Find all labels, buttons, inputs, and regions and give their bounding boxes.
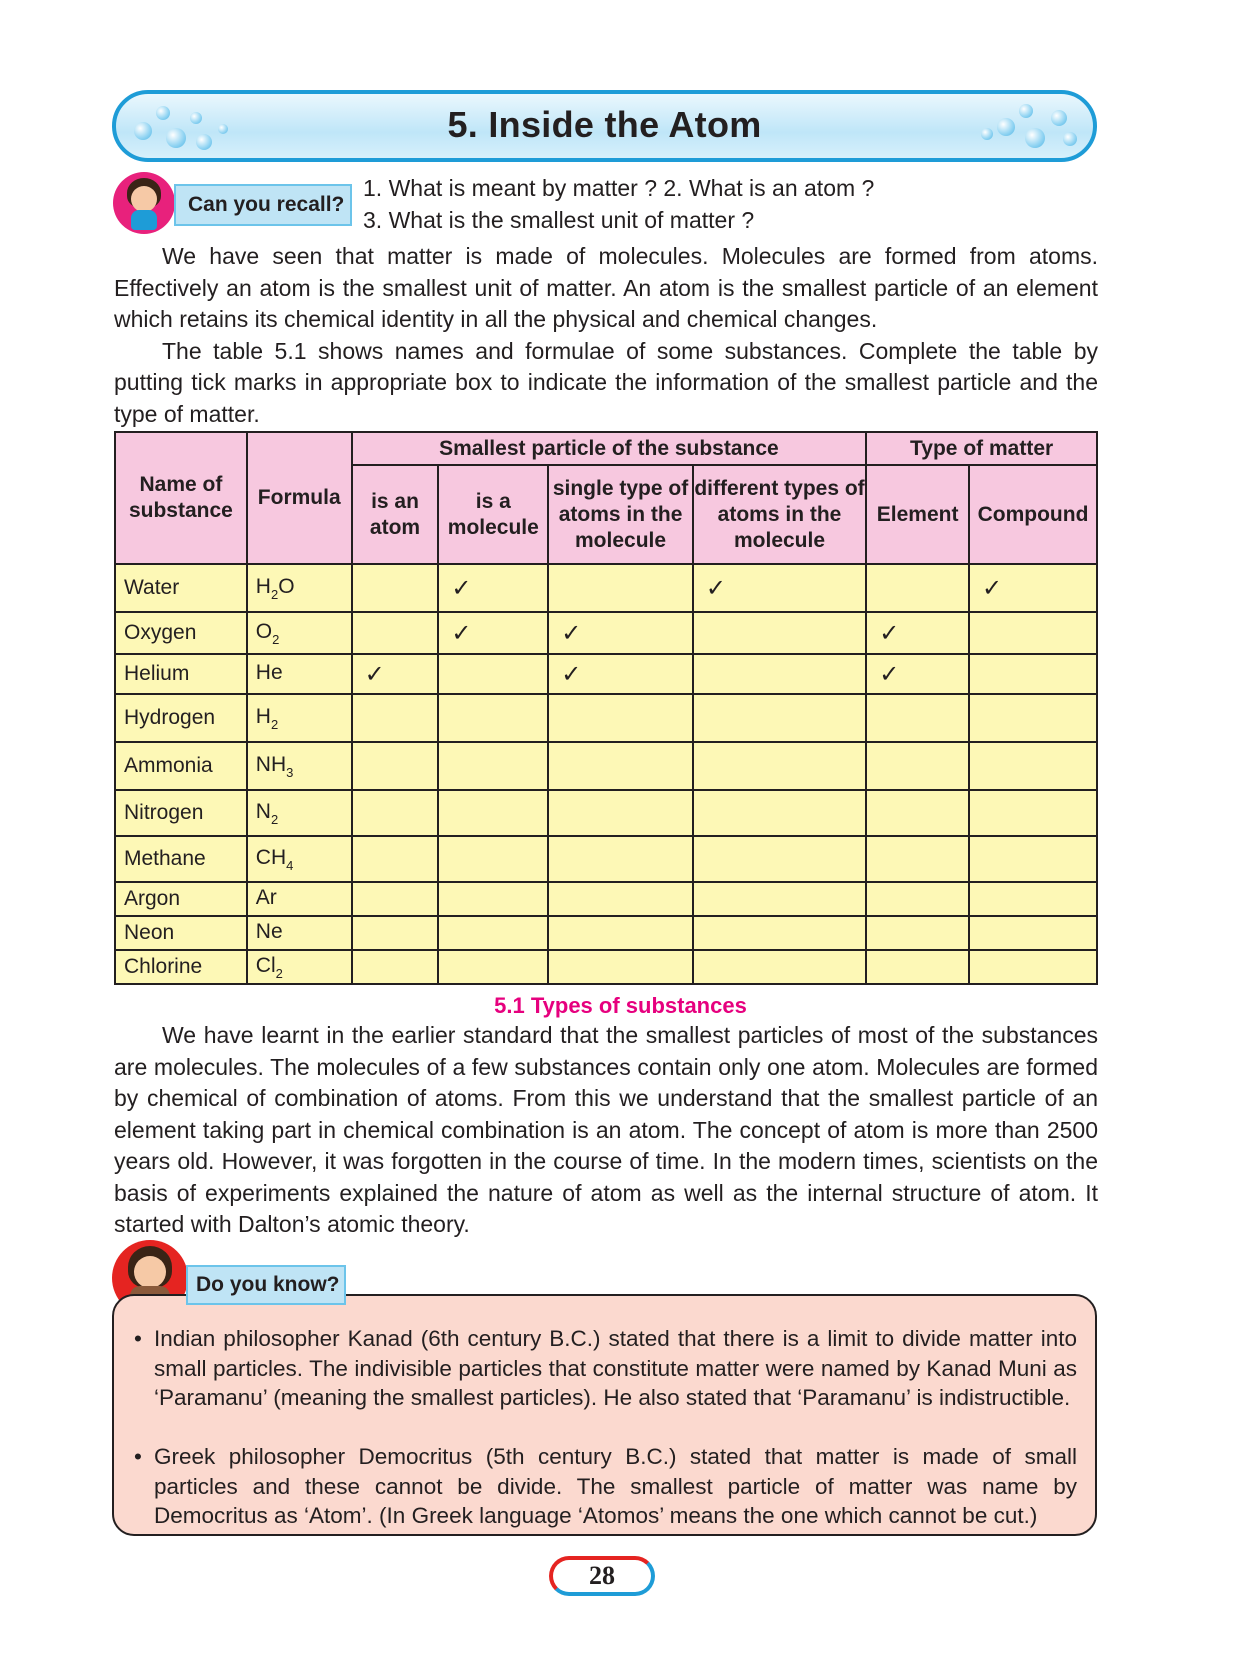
did-you-know-box xyxy=(112,1294,1097,1536)
answer-cell[interactable] xyxy=(548,790,693,836)
answer-cell[interactable] xyxy=(969,882,1097,916)
know-item-2-text: Greek philosopher Democritus (5th century B.C.) stated that matter is made of small particles and these cannot be divide. The smallest particle of matter was name by Democritus as ‘Atom’. (In Greek language ‘Atomos’ means the one which cannot be cut.) xyxy=(154,1444,1077,1528)
know-label: Do you know? xyxy=(186,1265,346,1305)
answer-cell[interactable] xyxy=(866,564,969,612)
checkmark-icon: ✓ xyxy=(561,660,582,688)
answer-cell[interactable] xyxy=(352,836,439,882)
formula-base: CH xyxy=(255,845,287,869)
section-text xyxy=(114,1020,1098,1241)
answer-cell[interactable] xyxy=(866,916,969,950)
answer-cell[interactable] xyxy=(438,950,548,984)
checkmark-icon: ✓ xyxy=(451,619,472,647)
formula-base: O xyxy=(255,619,273,643)
substances-table xyxy=(114,431,1098,985)
answer-cell[interactable] xyxy=(866,654,969,694)
answer-cell[interactable] xyxy=(438,564,548,612)
answer-cell[interactable] xyxy=(866,836,969,882)
answer-cell[interactable] xyxy=(693,790,866,836)
answer-cell[interactable] xyxy=(548,612,693,654)
substance-name: Hydrogen xyxy=(115,694,247,742)
answer-cell[interactable] xyxy=(693,882,866,916)
formula-subscript: 2 xyxy=(270,811,279,827)
intro-paragraph-2: The table 5.1 shows names and formulae of some substances. Complete the table by putting tick marks in appropriate box to indicate the information of the smallest particle and the type of matter. xyxy=(114,337,1098,427)
intro-paragraph-1: We have seen that matter is made of molecules. Molecules are formed from atoms. Effectively an atom is the smallest unit of matter. An atom is the smallest particle of an element which retains its chemical identity in all the physical and chemical changes. xyxy=(114,243,1098,332)
answer-cell[interactable] xyxy=(438,742,548,790)
checkmark-icon: ✓ xyxy=(879,619,900,647)
answer-cell[interactable] xyxy=(352,694,439,742)
intro-text xyxy=(114,241,1098,430)
answer-cell[interactable] xyxy=(693,654,866,694)
substance-formula xyxy=(247,564,352,612)
bullet-icon: • xyxy=(134,1326,142,1351)
answer-cell[interactable] xyxy=(548,654,693,694)
header-smallest-particle: Smallest particle of the substance xyxy=(352,432,867,465)
substance-name: Ammonia xyxy=(115,742,247,790)
header-different-types: different types of atoms in the molecule xyxy=(693,465,866,564)
answer-cell[interactable] xyxy=(866,612,969,654)
header-formula: Formula xyxy=(247,432,352,564)
answer-cell[interactable] xyxy=(969,654,1097,694)
know-item-1 xyxy=(134,1324,1077,1413)
substance-name: Nitrogen xyxy=(115,790,247,836)
checkmark-icon: ✓ xyxy=(561,619,582,647)
answer-cell[interactable] xyxy=(693,612,866,654)
answer-cell[interactable] xyxy=(548,694,693,742)
answer-cell[interactable] xyxy=(693,742,866,790)
formula-base: NH xyxy=(255,752,287,776)
answer-cell[interactable] xyxy=(352,916,439,950)
table-row xyxy=(115,742,1097,790)
know-item-2 xyxy=(134,1442,1077,1531)
bullet-icon: • xyxy=(134,1444,142,1469)
answer-cell[interactable] xyxy=(693,950,866,984)
answer-cell[interactable] xyxy=(548,564,693,612)
table-row xyxy=(115,612,1097,654)
answer-cell[interactable] xyxy=(352,882,439,916)
answer-cell[interactable] xyxy=(969,742,1097,790)
section-paragraph: We have learnt in the earlier standard that the smallest particles of most of the substances are molecules. The molecules of a few substances contain only one atom. Molecules are formed by chemical of combination of atoms. From this we understand that the smallest particle of an element taking part in chemical combination is an atom. The concept of atom is more than 2500 years old. However, it was forgotten in the course of time. In the modern times, scientists on the basis of experiments explained the nature of atom as well as the internal structure of atom. It started with Dalton’s atomic theory. xyxy=(114,1022,1098,1237)
answer-cell[interactable] xyxy=(693,564,866,612)
substance-formula xyxy=(247,836,352,882)
answer-cell[interactable] xyxy=(548,836,693,882)
recall-label: Can you recall? xyxy=(174,184,352,226)
table-row xyxy=(115,950,1097,984)
answer-cell[interactable] xyxy=(693,916,866,950)
formula-subscript: 3 xyxy=(286,764,294,780)
answer-cell[interactable] xyxy=(438,612,548,654)
recall-question-1: 1. What is meant by matter ? 2. What is an atom ? xyxy=(363,175,875,201)
substances-table-body xyxy=(115,564,1097,984)
answer-cell[interactable] xyxy=(352,612,439,654)
table-row xyxy=(115,654,1097,694)
table-row xyxy=(115,564,1097,612)
answer-cell[interactable] xyxy=(866,950,969,984)
answer-cell[interactable] xyxy=(438,694,548,742)
answer-cell[interactable] xyxy=(866,742,969,790)
answer-cell[interactable] xyxy=(548,742,693,790)
header-name-of-substance: Name of substance xyxy=(115,432,247,564)
table-row xyxy=(115,694,1097,742)
section-heading: 5.1 Types of substances xyxy=(494,993,747,1018)
answer-cell[interactable] xyxy=(693,836,866,882)
chapter-banner xyxy=(112,90,1097,162)
formula-base: Cl xyxy=(255,953,276,977)
formula-base: Ne xyxy=(255,919,283,943)
formula-subscript: 2 xyxy=(270,586,279,602)
answer-cell[interactable] xyxy=(548,950,693,984)
substance-name: Chlorine xyxy=(115,950,247,984)
substance-formula xyxy=(247,612,352,654)
formula-base: He xyxy=(255,660,283,684)
checkmark-icon: ✓ xyxy=(451,574,472,602)
answer-cell[interactable] xyxy=(548,916,693,950)
answer-cell[interactable] xyxy=(693,694,866,742)
formula-base: H xyxy=(255,574,271,598)
substance-formula xyxy=(247,694,352,742)
formula-subscript: 2 xyxy=(275,965,283,981)
answer-cell[interactable] xyxy=(969,916,1097,950)
answer-cell[interactable] xyxy=(438,916,548,950)
recall-question-2: 3. What is the smallest unit of matter ? xyxy=(363,207,755,233)
substance-name: Methane xyxy=(115,836,247,882)
table-row xyxy=(115,916,1097,950)
substance-formula xyxy=(247,950,352,984)
formula-tail: O xyxy=(278,574,295,598)
answer-cell[interactable] xyxy=(438,882,548,916)
substance-name: Helium xyxy=(115,654,247,694)
formula-base: Ar xyxy=(255,885,277,909)
formula-base: N xyxy=(255,799,271,823)
answer-cell[interactable] xyxy=(969,612,1097,654)
table-row xyxy=(115,882,1097,916)
answer-cell[interactable] xyxy=(969,950,1097,984)
answer-cell[interactable] xyxy=(352,950,439,984)
substance-name: Oxygen xyxy=(115,612,247,654)
substance-name: Argon xyxy=(115,882,247,916)
answer-cell[interactable] xyxy=(969,694,1097,742)
answer-cell[interactable] xyxy=(438,790,548,836)
answer-cell[interactable] xyxy=(548,882,693,916)
girl-thinking-icon xyxy=(113,172,175,234)
header-is-an-atom: is an atom xyxy=(352,465,439,564)
substance-name: Water xyxy=(115,564,247,612)
substance-formula xyxy=(247,916,352,950)
header-compound: Compound xyxy=(969,465,1097,564)
formula-subscript: 2 xyxy=(272,631,280,647)
page-number: 28 xyxy=(549,1556,655,1596)
answer-cell[interactable] xyxy=(969,790,1097,836)
answer-cell[interactable] xyxy=(438,836,548,882)
table-row xyxy=(115,790,1097,836)
answer-cell[interactable] xyxy=(866,694,969,742)
substance-formula xyxy=(247,882,352,916)
substance-formula xyxy=(247,742,352,790)
substance-formula xyxy=(247,790,352,836)
answer-cell[interactable] xyxy=(969,564,1097,612)
formula-base: H xyxy=(255,704,271,728)
answer-cell[interactable] xyxy=(438,654,548,694)
checkmark-icon: ✓ xyxy=(364,660,385,688)
answer-cell[interactable] xyxy=(352,654,439,694)
formula-subscript: 2 xyxy=(270,716,279,732)
checkmark-icon: ✓ xyxy=(705,574,726,602)
header-is-a-molecule: is a molecule xyxy=(438,465,548,564)
header-type-of-matter: Type of matter xyxy=(866,432,1097,465)
answer-cell[interactable] xyxy=(352,564,439,612)
answer-cell[interactable] xyxy=(969,836,1097,882)
table-row xyxy=(115,836,1097,882)
header-element: Element xyxy=(866,465,969,564)
checkmark-icon: ✓ xyxy=(982,574,1003,602)
answer-cell[interactable] xyxy=(866,882,969,916)
know-item-1-text: Indian philosopher Kanad (6th century B.C.) stated that there is a limit to divide matter into small particles. The indivisible particles that constitute matter were named by Kanad Muni as ‘Paramanu’ (meaning the smallest particles). He also stated that ‘Paramanu’ is indistructible. xyxy=(154,1326,1077,1410)
checkmark-icon: ✓ xyxy=(879,660,900,688)
substance-name: Neon xyxy=(115,916,247,950)
substance-formula xyxy=(247,654,352,694)
answer-cell[interactable] xyxy=(352,742,439,790)
chapter-title: 5. Inside the Atom xyxy=(447,104,762,145)
formula-subscript: 4 xyxy=(286,857,294,873)
answer-cell[interactable] xyxy=(866,790,969,836)
header-single-type: single type of atoms in the molecule xyxy=(548,465,693,564)
molecule-decoration-right-icon xyxy=(977,98,1087,158)
answer-cell[interactable] xyxy=(352,790,439,836)
